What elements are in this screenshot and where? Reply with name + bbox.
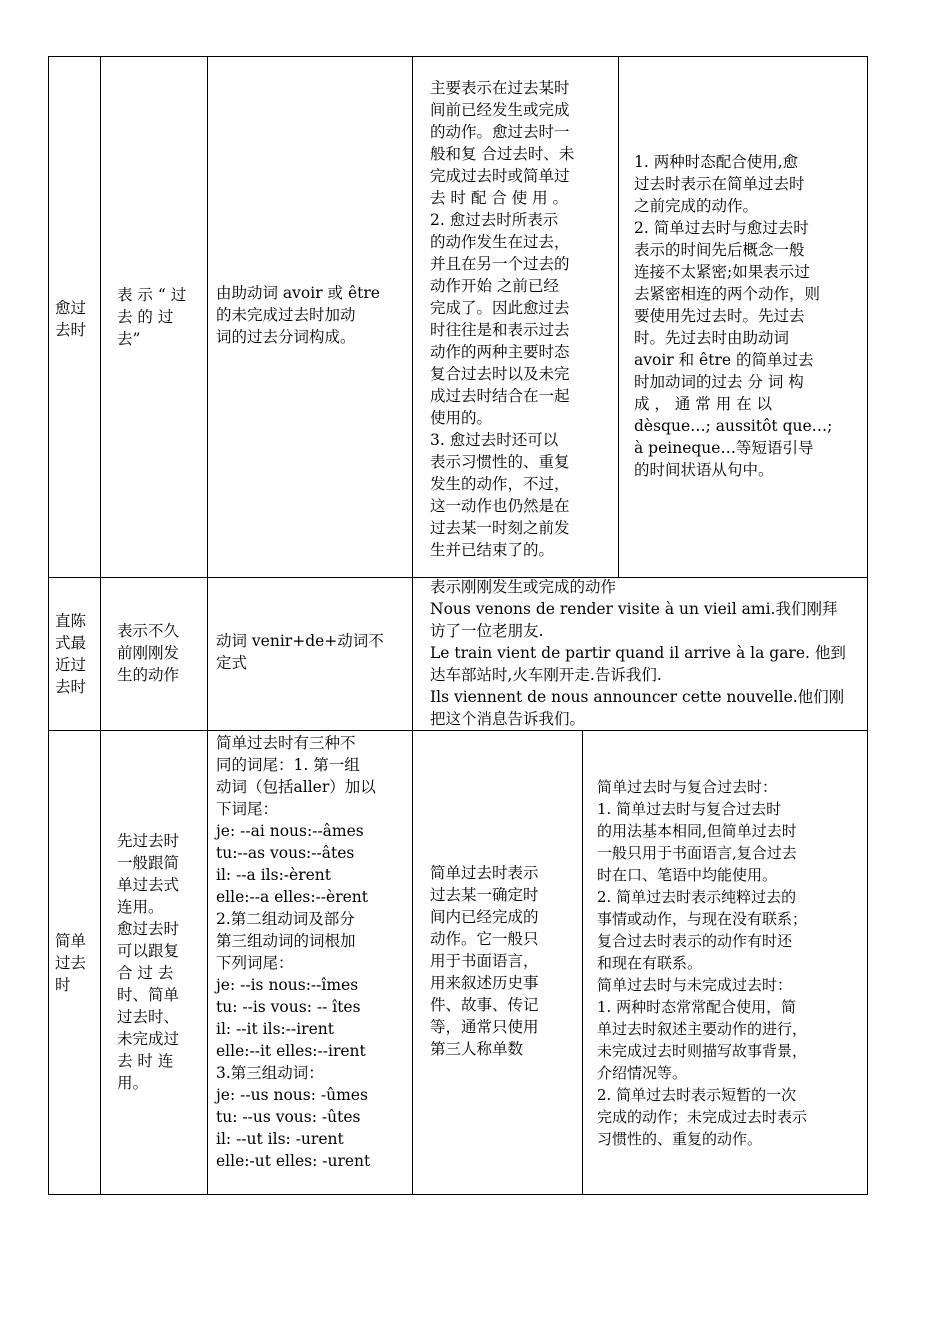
row3-usage: 简单过去时表示 过去某一确定时 间内已经完成的 动作。它一般只 用于书面语言， 用来叙述历史事 件、故事、传记 等，通常只使用 第三人称单数 bbox=[430, 864, 539, 1058]
row3-formation: 简单过去时有三种不 同的词尾：1. 第一组 动词（包括aller）加以 下词尾： je: --ai nous:--âmes tu:--as vous:--âtes il: --a ils:-èrent elle:--a elles:--èrent 2.第二组动词及部分 第三组动词的词根加 下列词尾： je: --is nous:--îmes tu: --is vous: -- îtes il: --it ils:--irent elle:--it elles:--irent 3.第三组动词： je: --us nous: -ûmes tu: --us vous: -ûtes il: --ut ils: -urent elle:-ut elles: -urent bbox=[216, 734, 376, 1170]
row1-tense-name: 愈过去时 bbox=[55, 299, 87, 339]
row1-usage: 主要表示在过去某时 间前已经发生或完成 的动作。愈过去时一 般和复 合过去时、未 完成过去时或简单过 去 时 配 合 使 用 。 2. 愈过去时所表示 的动作发生在过去， 并且在另一个过去的 动作开始 之前已经 完成了。因此愈过去 时往往是和表示过去 动作的两种主要时态 复合过去时以及未完 成过去时结合在一起 使用的。 3. 愈过去时还可以 表示习惯性的、重复 发生的动作，不过， 这一动作也仍然是在 过去某一时刻之前发 生并已结束了的。 bbox=[430, 79, 575, 559]
row3-tense-name: 简单 过去 时 bbox=[55, 932, 87, 994]
row2-tense-name: 直陈 式最 近过 去时 bbox=[55, 612, 87, 696]
row1-meaning: 表 示 “ 过 去 的 过 去” bbox=[117, 286, 187, 348]
row2-meaning: 表示不久 前刚刚发 生的动作 bbox=[117, 622, 180, 684]
row1-notes: 1. 两种时态配合使用,愈 过去时表示在简单过去时 之前完成的动作。 2. 简单过去时与愈过去时 表示的时间先后概念一般 连接不太紧密;如果表示过 去紧密相连的两个动作，则 要使用先过去时。先过去 时。先过去时由助动词 avoir 和 être 的简单过去 时加动词的过去 分 词 构 成 ， 通 常 用 在 以 dèsque…; aussitôt que…; à peineque…等短语引导 的时间状语从句中。 bbox=[634, 153, 833, 479]
row3-notes: 简单过去时与复合过去时： 1. 简单过去时与复合过去时 的用法基本相同,但简单过去时 一般只用于书面语言,复合过去 时在口、笔语中均能使用。 2. 简单过去时表示纯粹过去的 事情或动作，与现在没有联系； 复合过去时表示的动作有时还 和现在有联系。 简单过去时与未完成过去时： 1. 两种时态常常配合使用，简 单过去时叙述主要动作的进行， 未完成过去时则描写故事背景， 介绍情况等。 2. 简单过去时表示短暂的一次 完成的动作；未完成过去时表示 习惯性的、重复的动作。 bbox=[597, 778, 808, 1148]
row2-formation: 动词 venir+de+动词不 定式 bbox=[216, 632, 384, 672]
row1-formation: 由助动词 avoir 或 être 的未完成过去时加动 词的过去分词构成。 bbox=[216, 284, 380, 346]
row3-meaning: 先过去时 一般跟简 单过去式 连用。 愈过去时 可以跟复 合 过 去 时、简单 过去时、 未完成过 去 时 连 用。 bbox=[117, 832, 180, 1092]
row2-usage: 表示刚刚发生或完成的动作 Nous venons de render visite à un vieil ami.我们刚拜 访了一位老朋友. Le train vient de partir quand il arrive à la gare. 他到 达车部站时,火车刚开走.告诉我们. Ils viennent de nous announcer cette nouvelle.他们刚 把这个消息告诉我们。 bbox=[430, 578, 846, 728]
